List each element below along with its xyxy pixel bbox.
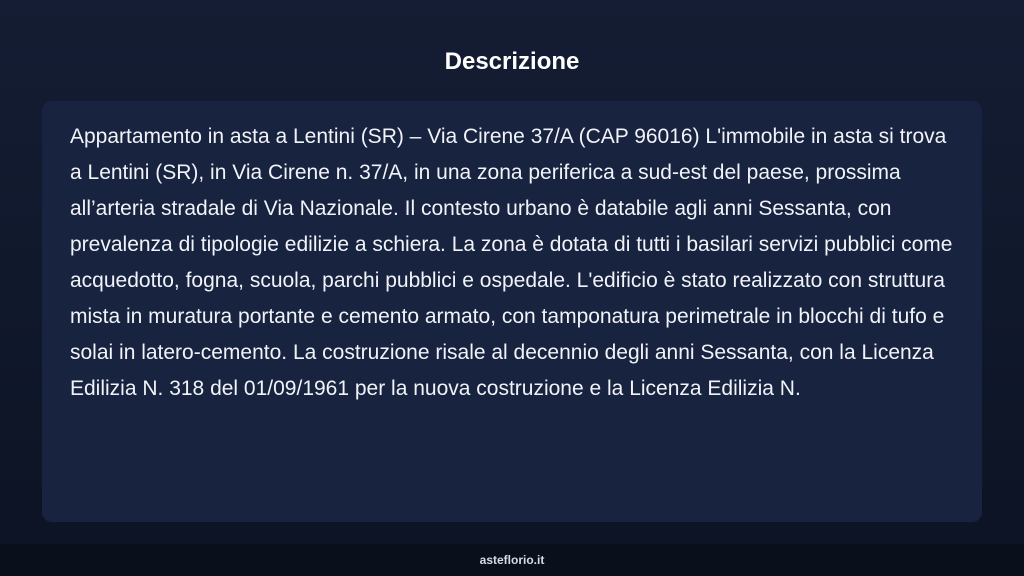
footer-site-label: asteflorio.it <box>479 553 545 567</box>
description-card <box>42 101 982 522</box>
page-title: Descrizione <box>444 48 580 75</box>
description-text: Appartamento in asta a Lentini (SR) – Via Cirene 37/A (CAP 96016) L'immobile in asta si trova a Lentini (SR), in Via Cirene n. 37/A, in una zona periferica a sud-est del paese, prossima all’arteria stradale di Via Nazionale. Il contesto urbano è databile agli anni Sessanta, con prevalenza di tipologie edilizie a schiera. La zona è dotata di tutti i basilari servizi pubblici come acquedotto, fogna, scuola, parchi pubblici e ospedale. L'edificio è stato realizzato con struttura mista in muratura portante e cemento armato, con tamponatura perimetrale in blocchi di tufo e solai in latero-cemento. La costruzione risale al decennio degli anni Sessanta, con la Licenza Edilizia N. 318 del 01/09/1961 per la nuova costruzione e la Licenza Edilizia N. <box>70 125 953 400</box>
footer-bar <box>0 544 1024 576</box>
